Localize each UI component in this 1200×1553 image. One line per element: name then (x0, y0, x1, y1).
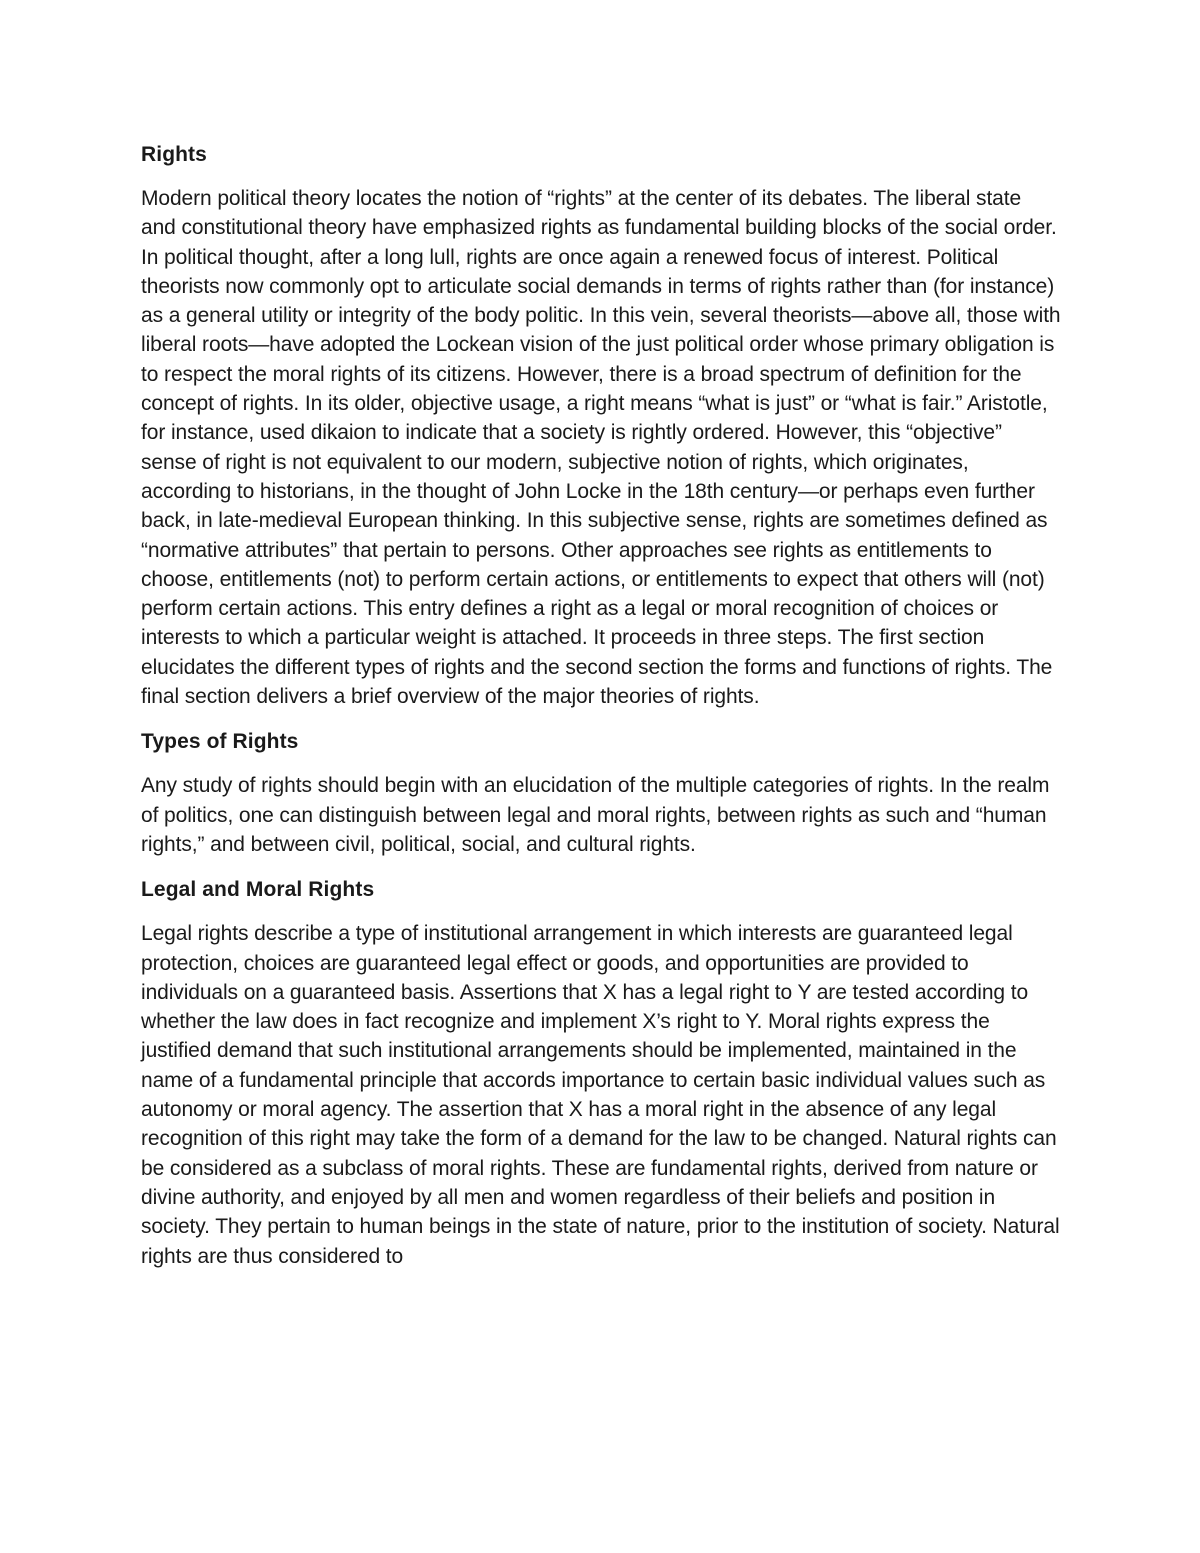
section-heading-types-of-rights: Types of Rights (141, 730, 299, 754)
section-paragraph-types-of-rights: Any study of rights should begin with an elucidation of the multiple categories of rights. In the realm of politics, one can distinguish between legal and moral rights, between rights as such and “human rights,” and between civil, political, social, and cultural rights. (141, 774, 1050, 856)
section-paragraph-rights: Modern political theory locates the notion of “rights” at the center of its debates. The liberal state and constitutional theory have emphasized rights as fundamental building blocks of the social order. In political thought, after a long lull, rights are once again a renewed focus of interest. Political theorists now commonly opt to articulate social demands in terms of rights rather than (for instance) as a general utility or integrity of the body politic. In this vein, several theorists—above all, those with liberal roots—have adopted the Lockean vision of the just political order whose primary obligation is to respect the moral rights of its citizens. However, there is a broad spectrum of definition for the concept of rights. In its older, objective usage, a right means “what is just” or “what is fair.” Aristotle, for instance, used dikaion to indicate that a society is rightly ordered. However, this “objective” sense of right is not equivalent to our modern, subjective notion of rights, which originates, according to historians, in the thought of John Locke in the 18th century—or perhaps even further back, in late-medieval European thinking. In this subjective sense, rights are sometimes defined as “normative attributes” that pertain to persons. Other approaches see rights as entitlements to choose, entitlements (not) to perform certain actions, or entitlements to expect that others will (not) perform certain actions. This entry defines a right as a legal or moral recognition of choices or interests to which a particular weight is attached. It proceeds in three steps. The first section elucidates the different types of rights and the second section the forms and functions of rights. The final section delivers a brief overview of the major theories of rights. (141, 187, 1061, 709)
section-paragraph-legal-and-moral-rights: Legal rights describe a type of institutional arrangement in which interests are guaranteed legal protection, choices are guaranteed legal effect or goods, and opportunities are provided to individuals on a guaranteed basis. Assertions that X has a legal right to Y are tested according to whether the law does in fact recognize and implement X’s right to Y. Moral rights express the justified demand that such institutional arrangements should be implemented, maintained in the name of a fundamental principle that accords importance to certain basic individual values such as autonomy or moral agency. The assertion that X has a moral right in the absence of any legal recognition of this right may take the form of a demand for the law to be changed. Natural rights can be considered as a subclass of moral rights. These are fundamental rights, derived from nature or divine authority, and enjoyed by all men and women regardless of their beliefs and position in society. They pertain to human beings in the state of nature, prior to the institution of society. Natural rights are thus considered to (141, 922, 1060, 1268)
section-heading-legal-and-moral-rights: Legal and Moral Rights (141, 878, 375, 902)
section-heading-rights: Rights (141, 143, 207, 166)
document-page (141, 140, 1061, 1287)
